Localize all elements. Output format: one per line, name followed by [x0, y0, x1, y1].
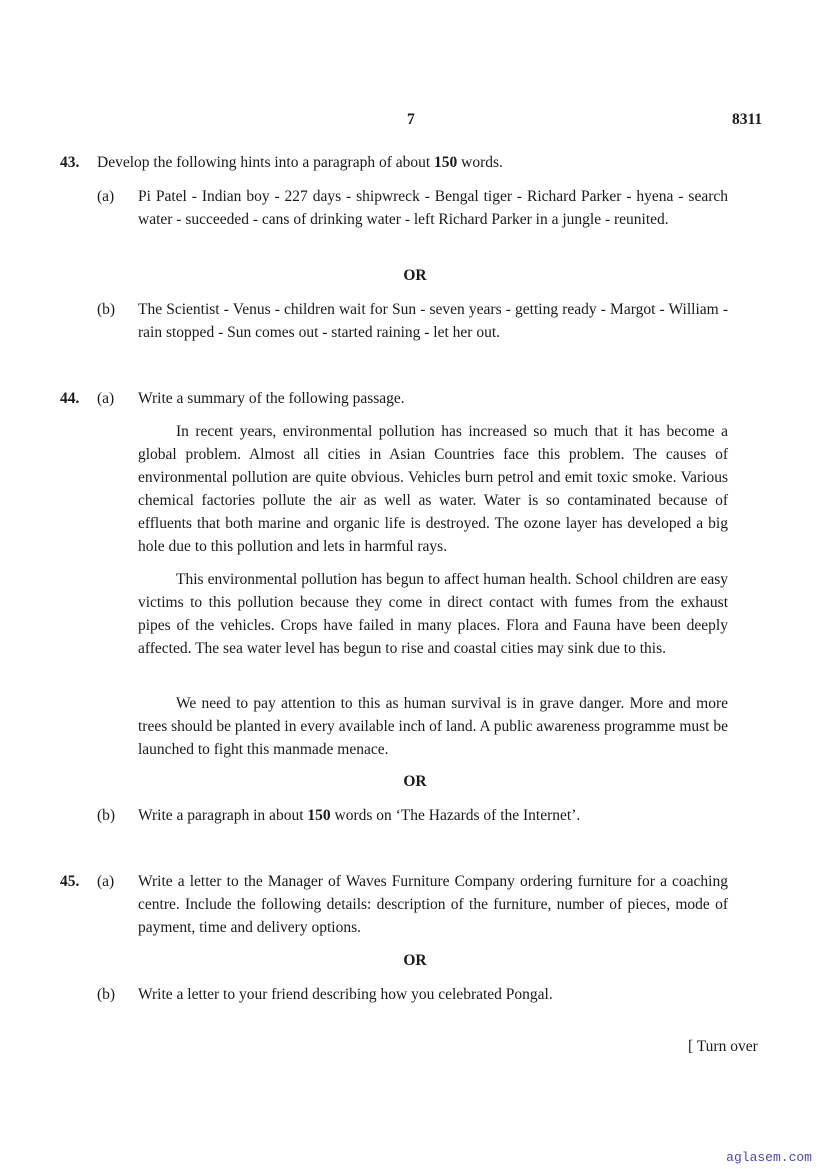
prompt-text: Develop the following hints into a paragraph of about: [97, 154, 435, 171]
turn-over-note: [ Turn over: [688, 1038, 758, 1055]
page-number: 7: [407, 111, 415, 128]
prompt-text: Write a paragraph in about: [138, 807, 308, 824]
passage-paragraph-3: We need to pay attention to this as human survival is in grave danger. More and more trees should be planted in every available inch of land. A public awareness programme must be launched to fight this manmade menace.: [138, 695, 728, 758]
q43-prompt: [97, 151, 737, 174]
q44-a-label: (a): [97, 390, 115, 407]
paper-code: 8311: [732, 111, 763, 128]
q44-or: OR: [403, 773, 427, 790]
q43-b-text: The Scientist - Venus - children wait for Sun - seven years - getting ready - Margot - William - rain stopped - Sun comes out - started raining - let her out.: [138, 301, 728, 341]
word-count: 150: [434, 154, 458, 171]
passage-paragraph-2: This environmental pollution has begun to affect human health. School children are easy victims to this pollution because they come in direct contact with fumes from the exhaust pipes of the vehicles. Crops have failed in many places. Flora and Fauna have been deeply affected. The sea water level has begun to rise and coastal cities may sink due to this.: [138, 571, 728, 657]
q43-or: OR: [403, 267, 427, 284]
q45-a-label: (a): [97, 873, 115, 890]
question-number-45: 45.: [60, 873, 80, 890]
question-number-44: 44.: [60, 390, 80, 407]
watermark: aglasem.com: [726, 1150, 812, 1165]
q43-a-label: (a): [97, 188, 115, 205]
q45-or: OR: [403, 952, 427, 969]
q44-b-label: (b): [97, 807, 116, 824]
prompt-text: words.: [457, 154, 503, 171]
prompt-text: words on ‘The Hazards of the Internet’.: [330, 807, 581, 824]
q44-b-text: [138, 804, 728, 827]
q43-a-text: Pi Patel - Indian boy - 227 days - shipwreck - Bengal tiger - Richard Parker - hyena - search water - succeeded - cans of drinking water - left Richard Parker in a jungle - reunited.: [138, 188, 728, 228]
q45-b-label: (b): [97, 986, 116, 1003]
question-number-43: 43.: [60, 154, 80, 171]
q44-a-text: Write a summary of the following passage.: [138, 390, 405, 407]
q45-b-text: Write a letter to your friend describing how you celebrated Pongal.: [138, 986, 553, 1003]
q43-b-label: (b): [97, 301, 116, 318]
q45-a-text: Write a letter to the Manager of Waves Furniture Company ordering furniture for a coaching centre. Include the following details: description of the furniture, number of pieces, mode of payment, time and delivery options.: [138, 873, 728, 936]
passage-paragraph-1: In recent years, environmental pollution has increased so much that it has become a global problem. Almost all cities in Asian Countries face this problem. The causes of environmental pollution are quite obvious. Vehicles burn petrol and emit toxic smoke. Various chemical factories pollute the air as well as water. Water is so contaminated because of effluents that both marine and organic life is destroyed. The ozone layer has developed a big hole due to this pollution and lets in harmful rays.: [138, 423, 728, 555]
word-count: 150: [307, 807, 331, 824]
